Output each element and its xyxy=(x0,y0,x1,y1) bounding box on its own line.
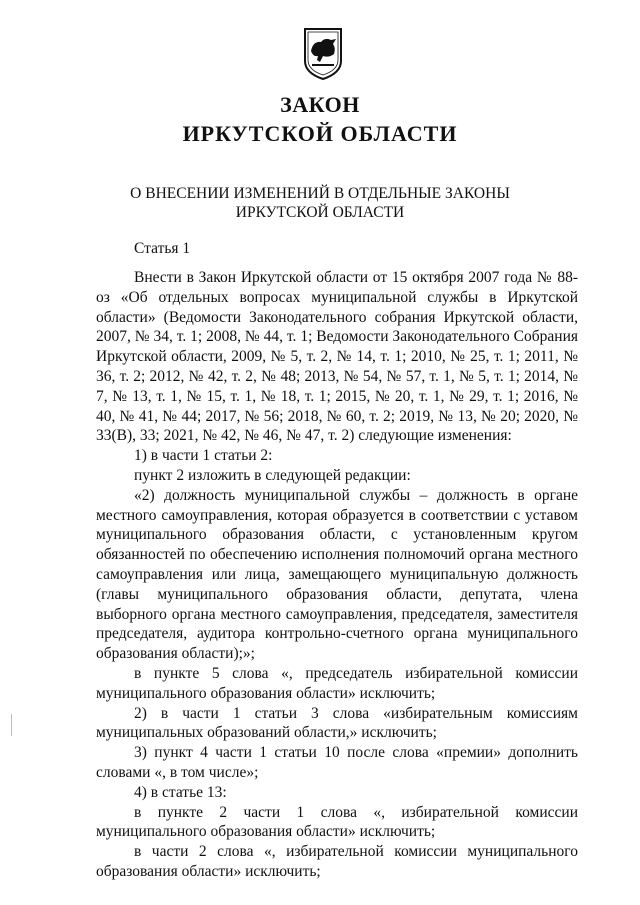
paragraph: в части 2 слова «, избирательной комиссии муниципального образования области» исключить; xyxy=(96,843,578,880)
paragraph: Внести в Закон Иркутской области от 15 октября 2007 года № 88-оз «Об отдельных вопросах муниципальной службы в Иркутской области» (Ведомости Законодательного собрания Иркутской области, 2007, № 34, т. 1; 2008, № 44, т. 1; Ведомости Законодательного Собрания Иркутской области, 2009, № 5, т. 2, № 14, т. 1; 2010, № 25, т. 1; 2011, № 36, т. 2; 2012, № 42, т. 2, № 48; 2013, № 54, № 57, т. 1, № 5, т. 1; 2014, № 7, № 13, т. 1, № 15, т. 1, № 18, т. 1; 2015, № 20, т. 1, № 29, т. 1; 2016, № 40, № 41, № 44; 2017, № 56; 2018, № 60, т. 2; 2019, № 13, № 20; 2020, № 33(В), 33; 2021, № 42, № 46, № 47, т. 2) следующие изменения: xyxy=(96,269,578,445)
paragraph: пункт 2 изложить в следующей редакции: xyxy=(134,466,411,484)
article-heading: Статья 1 xyxy=(134,240,191,257)
paragraph: «2) должность муниципальной службы – должность в органе местного самоуправления, которая образуется в соответствии с уставом муниципального образования области, с установленным кругом обязанностей по обеспечению исполнения полномочий органа местного самоуправления или лица, замещающего муниципальную должность (главы муниципального образования области, депутата, члена выборного органа местного самоуправления, председателя, заместителя председателя, аудитора контрольно-счетного органа муниципального образования области);»; xyxy=(96,486,578,663)
document-subtitle xyxy=(100,184,540,222)
article-body xyxy=(96,268,578,882)
document-title-line1: ЗАКОН xyxy=(280,92,360,117)
document-title-line2: ИРКУТСКОЙ ОБЛАСТИ xyxy=(182,121,458,146)
paragraph: 3) пункт 4 части 1 статьи 10 после слова «премии» дополнить словами «, в том числе»; xyxy=(96,744,578,781)
paragraph: в пункте 5 слова «, председатель избирательной комиссии муниципального образования области» исключить; xyxy=(96,664,578,702)
scan-edge-mark xyxy=(11,714,12,736)
subtitle-line2: ИРКУТСКОЙ ОБЛАСТИ xyxy=(235,204,405,221)
paragraph: 1) в части 1 статьи 2: xyxy=(134,447,273,465)
subtitle-line1: О ВНЕСЕНИИ ИЗМЕНЕНИЙ В ОТДЕЛЬНЫЕ ЗАКОНЫ xyxy=(130,185,510,202)
paragraph: 2) в части 1 статьи 3 слова «избирательным комиссиям муниципальных образований области,» исключить; xyxy=(96,704,578,742)
paragraph: в пункте 2 части 1 слова «, избирательной комиссии муниципального образования области» исключить; xyxy=(96,803,578,841)
irkutsk-coat-of-arms-icon xyxy=(303,27,343,81)
paragraph: 4) в статье 13: xyxy=(134,783,227,801)
